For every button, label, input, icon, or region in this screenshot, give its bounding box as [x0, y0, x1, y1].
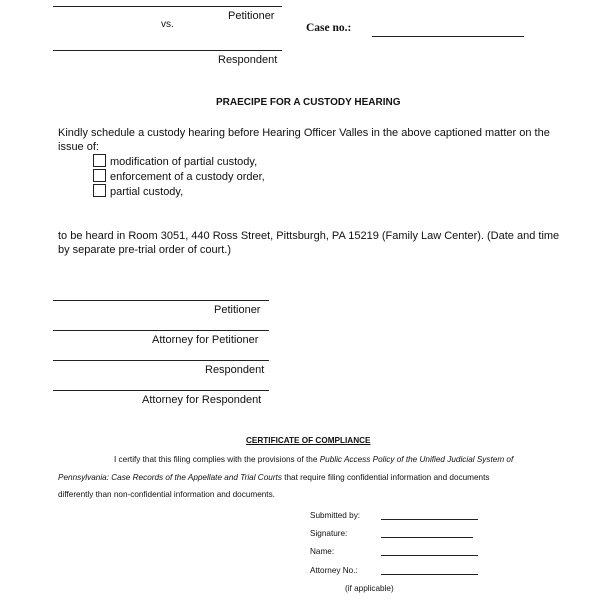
- certificate-line1-a: I certify that this filing complies with the provisions of the: [114, 455, 320, 464]
- signature-line[interactable]: [381, 537, 473, 538]
- caption-respondent-label: Respondent: [218, 54, 278, 66]
- caption-vs-label: vs.: [161, 19, 174, 30]
- location-text-line2: by separate pre-trial order of court.): [58, 244, 232, 256]
- respondent-signature-label: Respondent: [205, 364, 265, 376]
- attorney-no-line[interactable]: [381, 574, 478, 575]
- issue-checkbox-partial[interactable]: [93, 184, 106, 197]
- attorney-respondent-label: Attorney for Respondent: [142, 394, 262, 406]
- certificate-line1-b: Public Access Policy of the Unified Judicial System of: [319, 455, 514, 464]
- certificate-line2-b: that require filing confidential information and documents: [281, 473, 490, 482]
- certificate-title: CERTIFICATE OF COMPLIANCE: [246, 436, 371, 445]
- attorney-petitioner-signature-line[interactable]: [53, 330, 269, 331]
- certificate-line2: [58, 473, 489, 482]
- respondent-signature-line[interactable]: [53, 360, 269, 361]
- document-title: PRAECIPE FOR A CUSTODY HEARING: [216, 97, 401, 108]
- intro-text-line2: issue of:: [58, 141, 99, 153]
- name-line[interactable]: [381, 555, 478, 556]
- issue-label-modification: modification of partial custody,: [110, 156, 258, 168]
- location-text-line1: to be heard in Room 3051, 440 Ross Street, Pittsburgh, PA 15219 (Family Law Center). (Date and time: [58, 230, 560, 242]
- signature-label: Signature:: [310, 529, 348, 538]
- attorney-petitioner-label: Attorney for Petitioner: [152, 334, 259, 346]
- submitted-by-label: Submitted by:: [310, 511, 361, 520]
- intro-text-line1: Kindly schedule a custody hearing before Hearing Officer Valles in the above captioned matter on the: [58, 127, 550, 139]
- petitioner-signature-line[interactable]: [53, 300, 269, 301]
- petitioner-name-line[interactable]: [53, 6, 282, 7]
- caption-petitioner-label: Petitioner: [228, 10, 275, 22]
- certificate-line2-a: Pennsylvania: Case Records of the Appellate and Trial Courts: [58, 473, 282, 482]
- case-no-label: Case no.:: [306, 22, 352, 34]
- certificate-line1: [114, 455, 513, 464]
- case-no-line[interactable]: [372, 36, 524, 37]
- name-label: Name:: [310, 547, 335, 556]
- if-applicable-note: (if applicable): [345, 584, 394, 593]
- respondent-name-line[interactable]: [53, 50, 282, 51]
- certificate-line3: differently than non-confidential information and documents.: [58, 490, 275, 499]
- attorney-no-label: Attorney No.:: [310, 566, 358, 575]
- issue-label-partial: partial custody,: [110, 186, 184, 198]
- petitioner-signature-label: Petitioner: [214, 304, 261, 316]
- issue-checkbox-enforcement[interactable]: [93, 169, 106, 182]
- attorney-respondent-signature-line[interactable]: [53, 390, 269, 391]
- issue-label-enforcement: enforcement of a custody order,: [110, 171, 265, 183]
- issue-checkbox-modification[interactable]: [93, 154, 106, 167]
- submitted-by-line[interactable]: [381, 519, 478, 520]
